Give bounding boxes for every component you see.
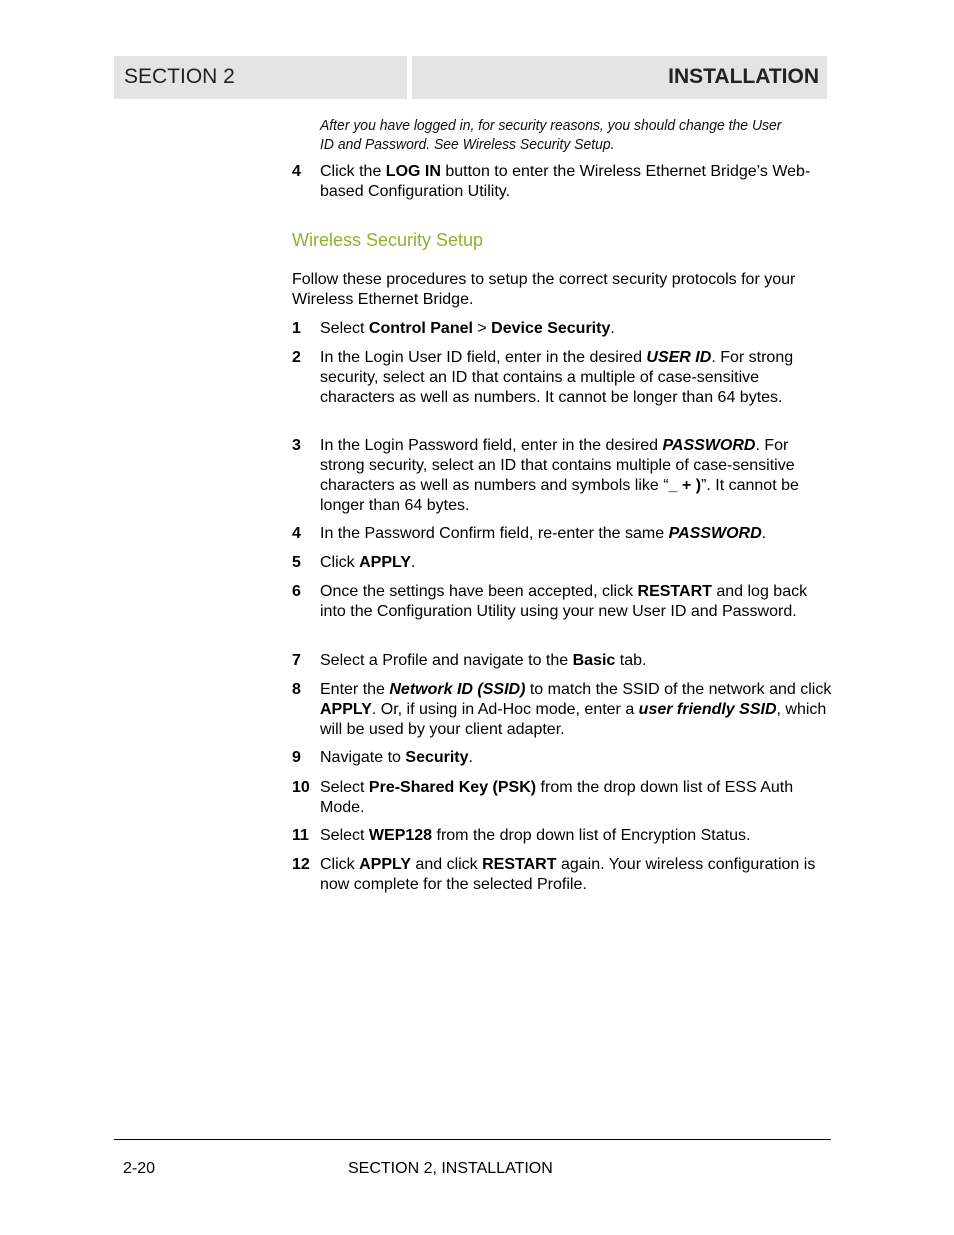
step-text: Navigate to Security.	[320, 749, 473, 766]
list-item	[292, 436, 832, 516]
step-number: 1	[292, 320, 301, 337]
step-number: 5	[292, 554, 301, 571]
list-item	[292, 748, 832, 768]
step-text: Select WEP128 from the drop down list of Encryption Status.	[320, 827, 751, 844]
step-number: 2	[292, 349, 301, 366]
section-title: INSTALLATION	[668, 65, 819, 88]
login-note: After you have logged in, for security reasons, you should change the User ID and Password. See Wireless Security Setup.	[320, 117, 782, 153]
step-text: In the Login User ID field, enter in the desired USER ID. For strong security, select an ID that contains a multiple of case-sensitive characters as well as numbers. It cannot be longer than 64 bytes.	[320, 349, 794, 406]
step-text: Click APPLY.	[320, 554, 416, 571]
list-item	[292, 651, 832, 671]
header-section-box	[114, 56, 407, 99]
list-item	[292, 348, 832, 408]
step-number: 4	[292, 525, 301, 542]
list-item	[292, 582, 832, 622]
step-text: Click APPLY and click RESTART again. Your wireless configuration is now complete for the selected Profile.	[320, 856, 816, 893]
step-text: Select a Profile and navigate to the Basic tab.	[320, 652, 647, 669]
step-text: Select Control Panel > Device Security.	[320, 320, 615, 337]
step-number: 7	[292, 652, 301, 669]
list-item	[292, 319, 832, 339]
step-text: Enter the Network ID (SSID) to match the SSID of the network and click APPLY. Or, if using in Ad-Hoc mode, enter a user friendly SSID, which will be used by your client adapter.	[320, 681, 832, 738]
footer-section-title: SECTION 2, INSTALLATION	[348, 1160, 553, 1177]
header-title-box	[412, 56, 827, 99]
intro-paragraph: Follow these procedures to setup the correct security protocols for your Wireless Ethernet Bridge.	[292, 271, 796, 308]
step-text: In the Login Password field, enter in the desired PASSWORD. For strong security, select an ID that contains multiple of case-sensitive characters as well as numbers and symbols like “_ + )”. It cannot be longer than 64 bytes.	[320, 437, 799, 514]
step-number: 10	[292, 779, 310, 796]
section-label: SECTION 2	[124, 65, 235, 88]
login-step	[292, 162, 832, 202]
list-item	[292, 778, 832, 818]
section-heading: Wireless Security Setup	[292, 230, 484, 250]
step-text: Select Pre-Shared Key (PSK) from the drop down list of ESS Auth Mode.	[320, 779, 794, 816]
step-number: 9	[292, 749, 301, 766]
step-text: In the Password Confirm field, re-enter the same PASSWORD.	[320, 525, 767, 542]
step-number: 8	[292, 681, 301, 698]
list-item	[292, 680, 832, 740]
step-text: Click the LOG IN button to enter the Wireless Ethernet Bridge’s Web-based Configuration Utility.	[320, 163, 811, 200]
footer-page-number: 2-20	[123, 1160, 156, 1177]
step-text: Once the settings have been accepted, click RESTART and log back into the Configuration Utility using your new User ID and Password.	[320, 583, 808, 620]
list-item	[292, 826, 832, 846]
step-number: 6	[292, 583, 301, 600]
list-item	[292, 524, 832, 544]
step-number: 12	[292, 856, 310, 873]
step-number: 11	[292, 827, 309, 844]
list-item	[292, 855, 832, 895]
list-item	[292, 553, 832, 573]
step-number: 3	[292, 437, 301, 454]
step-number: 4	[292, 163, 301, 180]
footer-divider	[114, 1139, 831, 1140]
